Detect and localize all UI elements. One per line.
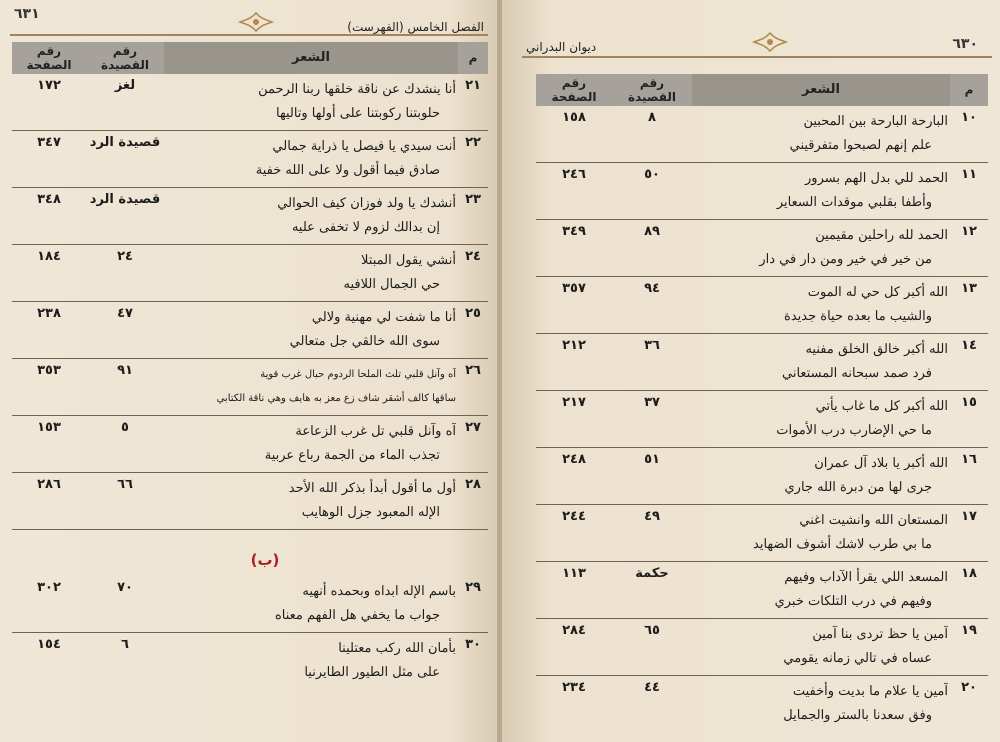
poem-number: ٨٩ (612, 220, 692, 277)
page-ref: ٣٠٢ (12, 576, 86, 633)
table-row (536, 106, 988, 163)
row-number: ٢٧ (458, 416, 488, 473)
poem-cell (692, 277, 950, 334)
poem-number: ٤٤ (644, 680, 660, 695)
index-table (536, 74, 988, 732)
page-ref: ٢٨٤ (536, 619, 612, 676)
table-row (536, 220, 988, 277)
table-row (536, 505, 988, 562)
col-poem-no: رقم القصيدة (86, 42, 164, 74)
table-row (536, 619, 988, 676)
row-number: ٢٩ (458, 576, 488, 633)
poem-line-1: آمين يا حظ تردى بنا آمين (812, 627, 948, 642)
page-ref: ١٥٤ (37, 637, 61, 652)
right-page (502, 0, 1000, 742)
row-number: ٢٣ (458, 188, 488, 245)
col-poem-no: رقم القصيدة (612, 74, 692, 106)
row-number: ١٣ (950, 277, 988, 334)
poem-cell (164, 245, 458, 302)
table-row (536, 448, 988, 505)
running-header: الفصل الخامس (الفهرست) (347, 20, 484, 34)
table-row (12, 74, 488, 131)
poem-line-1: البارحة البارحة بين المحبين (803, 114, 948, 129)
table-row (536, 562, 988, 619)
table-row (536, 163, 988, 220)
left-page (0, 0, 498, 742)
running-header: ديوان البدراني (526, 40, 597, 54)
poem-number: ٥٠ (612, 163, 692, 220)
poem-number: ٩١ (86, 359, 164, 416)
row-number: ٢٨ (458, 473, 488, 530)
poem-cell (692, 562, 950, 619)
poem-cell (692, 106, 950, 163)
table-row (12, 473, 488, 530)
poem-line-2: وأطفا بقلبي موقدات السعاير (776, 195, 932, 210)
poem-cell (692, 448, 950, 505)
poem-line-2: وفق سعدنا بالستر والجمايل (783, 708, 932, 723)
poem-line-1: باسم الإله ابداه وبحمده أنهيه (302, 584, 456, 599)
row-number: ١٦ (950, 448, 988, 505)
row-number: ٢١ (458, 74, 488, 131)
table-row (12, 416, 488, 473)
page-number: ٦٣٠ (952, 36, 978, 52)
col-poem: الشعر (692, 74, 950, 106)
poem-line-2: حلوبتنا ركوبتنا على أولها وتاليها (275, 106, 440, 121)
poem-line-1: أنشدك يا ولد فوزان كيف الحوالي (277, 196, 456, 211)
row-number: ١٤ (950, 334, 988, 391)
index-table (12, 42, 488, 689)
table-row (12, 245, 488, 302)
poem-line-2: حي الجمال اللافيه (343, 277, 440, 292)
page-ref: ٢٤٨ (536, 448, 612, 505)
ornament-icon (750, 30, 790, 54)
poem-number: ٩٤ (612, 277, 692, 334)
poem-cell (164, 359, 458, 416)
poem-line-2: الإله المعبود جزل الوهايب (301, 505, 440, 520)
page-ref: ٢١٧ (536, 391, 612, 448)
poem-line-2: علم إنهم لصبحوا متفرقيني (789, 138, 932, 153)
poem-line-1: بأمان الله ركب معتلينا (338, 641, 456, 656)
poem-line-1: الله أكبر كل ما غاب يأتي (815, 399, 948, 414)
col-number: م (458, 42, 488, 74)
poem-number: ٦ (121, 637, 129, 652)
col-number: م (950, 74, 988, 106)
page-ref: ٢٣٨ (12, 302, 86, 359)
poem-cell (164, 302, 458, 359)
page-ref: ٢٤٤ (536, 505, 612, 562)
table-row (536, 334, 988, 391)
poem-cell (164, 131, 458, 188)
page-ref: ٢٤٦ (536, 163, 612, 220)
page-ref: ١٨٤ (12, 245, 86, 302)
poem-line-2: وفيهم في درب التلكات خبري (774, 594, 932, 609)
page-ref: ٣٤٩ (536, 220, 612, 277)
poem-line-1: أنت سيدي يا فيصل يا ذراية جمالي (272, 139, 456, 154)
poem-number: قصيدة الرد (86, 131, 164, 188)
poem-line-2: جواب ما يخفي هل الفهم معناه (274, 608, 440, 623)
row-number: ١١ (950, 163, 988, 220)
poem-line-2: على مثل الطيور الطايرنيا (304, 665, 440, 680)
page-ref: ٢٣٤ (562, 680, 586, 695)
row-number: ١٨ (950, 562, 988, 619)
page-ref: ١٥٣ (12, 416, 86, 473)
poem-number: ٤٩ (612, 505, 692, 562)
table-row (536, 676, 988, 733)
poem-number: ٦٥ (612, 619, 692, 676)
page-number: ٦٣١ (14, 6, 40, 22)
poem-line-2: فرد صمد سبحانه المستعاني (781, 366, 932, 381)
poem-line-2: والشيب ما بعده حياة جديدة (784, 309, 932, 324)
row-number: ١٥ (950, 391, 988, 448)
poem-number: ٧٠ (86, 576, 164, 633)
col-page-no: رقم الصفحة (536, 74, 612, 106)
poem-line-1: أنا ينشدك عن ناقة خلقها ربنا الرحمن (258, 82, 456, 97)
row-number: ٣٠ (465, 637, 481, 652)
poem-line-2: سوى الله خالقي جل متعالي (289, 334, 440, 349)
ornament-icon (236, 10, 276, 34)
poem-line-1: أول ما أقول أبدأ بذكر الله الأحد (288, 481, 456, 496)
row-number: ٢٠ (961, 680, 977, 695)
page-ref: ١١٣ (536, 562, 612, 619)
poem-line-1: المستعان الله وانشيت اغني (799, 513, 948, 528)
col-page-no: رقم الصفحة (12, 42, 86, 74)
poem-number: لغز (86, 74, 164, 131)
poem-cell (692, 619, 950, 676)
poem-cell (164, 188, 458, 245)
poem-number: ٨ (612, 106, 692, 163)
poem-number: ٥ (86, 416, 164, 473)
row-number: ١٢ (950, 220, 988, 277)
poem-cell (164, 416, 458, 473)
poem-line-2: عساه في تالي زمانه يقومي (783, 651, 932, 666)
poem-line-2: من خير في خير ومن دار في دار (759, 252, 932, 267)
poem-line-1: آه وآنل قلبي تل غرب الزعاعة (295, 424, 456, 439)
poem-line-1: الحمد لله راحلين مقيمين (815, 228, 948, 243)
poem-line-1: الله أكبر يا بلاد آل عمران (814, 456, 948, 471)
poem-line-1: المسعد اللي يقرأ الآداب وفيهم (784, 570, 948, 585)
poem-line-2: ما حي الإضارب درب الأموات (776, 423, 932, 438)
row-number: ١٠ (950, 106, 988, 163)
row-number: ٢٦ (458, 359, 488, 416)
section-row (12, 530, 488, 577)
poem-cell (164, 74, 458, 131)
poem-cell (692, 391, 950, 448)
page-ref: ١٥٨ (536, 106, 612, 163)
header-rule (522, 56, 992, 58)
table-row (12, 131, 488, 188)
poem-line-2: تجذب الماء من الجمة رباع عربية (264, 448, 440, 463)
page-ref: ٣٥٧ (536, 277, 612, 334)
poem-line-1: أنشي يقول المبتلا (361, 253, 456, 268)
poem-cell (692, 220, 950, 277)
poem-line-1: آه وآنل قلبي تلث الملحا الردوم حبال غرب قوية (260, 369, 456, 380)
poem-number: قصيدة الرد (86, 188, 164, 245)
page-ref: ٣٤٨ (12, 188, 86, 245)
poem-number: ٦٦ (86, 473, 164, 530)
poem-number: ٥١ (612, 448, 692, 505)
poem-line-2: صادق فيما أقول ولا على الله خفية (255, 163, 440, 178)
poem-cell (692, 334, 950, 391)
poem-cell (164, 576, 458, 633)
table-row (12, 576, 488, 633)
poem-line-1: الحمد للي بدل الهم بسرور (805, 171, 948, 186)
poem-cell (692, 505, 950, 562)
poem-line-1: الله أكبر كل حي له الموت (807, 285, 948, 300)
poem-cell (164, 633, 458, 690)
poem-number: ٣٦ (612, 334, 692, 391)
row-number: ٢٢ (458, 131, 488, 188)
poem-line-1: أنا ما شفت لي مهنية ولالي (311, 310, 456, 325)
header-rule (10, 34, 488, 36)
poem-line-2: جرى لها من دبرة الله جاري (784, 480, 932, 495)
poem-line-2: إن بدالك لزوم لا تخفى عليه (291, 220, 440, 235)
poem-line-2: ساقها كالف أشقر شاف زع معز به هايف وهي ناقة الكتابي (216, 393, 456, 404)
table-row (12, 188, 488, 245)
page-ref: ٣٥٣ (12, 359, 86, 416)
poem-number: ٢٤ (86, 245, 164, 302)
row-number: ٢٥ (458, 302, 488, 359)
col-poem: الشعر (164, 42, 458, 74)
table-row (12, 302, 488, 359)
page-ref: ٣٤٧ (12, 131, 86, 188)
poem-line-2: ما بي طرب لاشك أشوف الضهايد (753, 537, 932, 552)
table-row (12, 359, 488, 416)
poem-line-1: آمين يا علام ما بديت وأخفيت (792, 684, 948, 699)
poem-number: ٣٧ (612, 391, 692, 448)
table-row (12, 633, 488, 690)
section-label: (ب) (250, 551, 280, 569)
poem-number: حكمة (612, 562, 692, 619)
poem-cell (164, 473, 458, 530)
poem-cell (692, 163, 950, 220)
poem-line-1: الله أكبر خالق الخلق مفنيه (805, 342, 948, 357)
poem-cell (692, 676, 950, 733)
table-row (536, 277, 988, 334)
poem-number: ٤٧ (86, 302, 164, 359)
page-ref: ٢٨٦ (12, 473, 86, 530)
table-row (536, 391, 988, 448)
row-number: ١٧ (950, 505, 988, 562)
page-ref: ١٧٢ (12, 74, 86, 131)
row-number: ٢٤ (458, 245, 488, 302)
row-number: ١٩ (950, 619, 988, 676)
page-ref: ٢١٢ (536, 334, 612, 391)
